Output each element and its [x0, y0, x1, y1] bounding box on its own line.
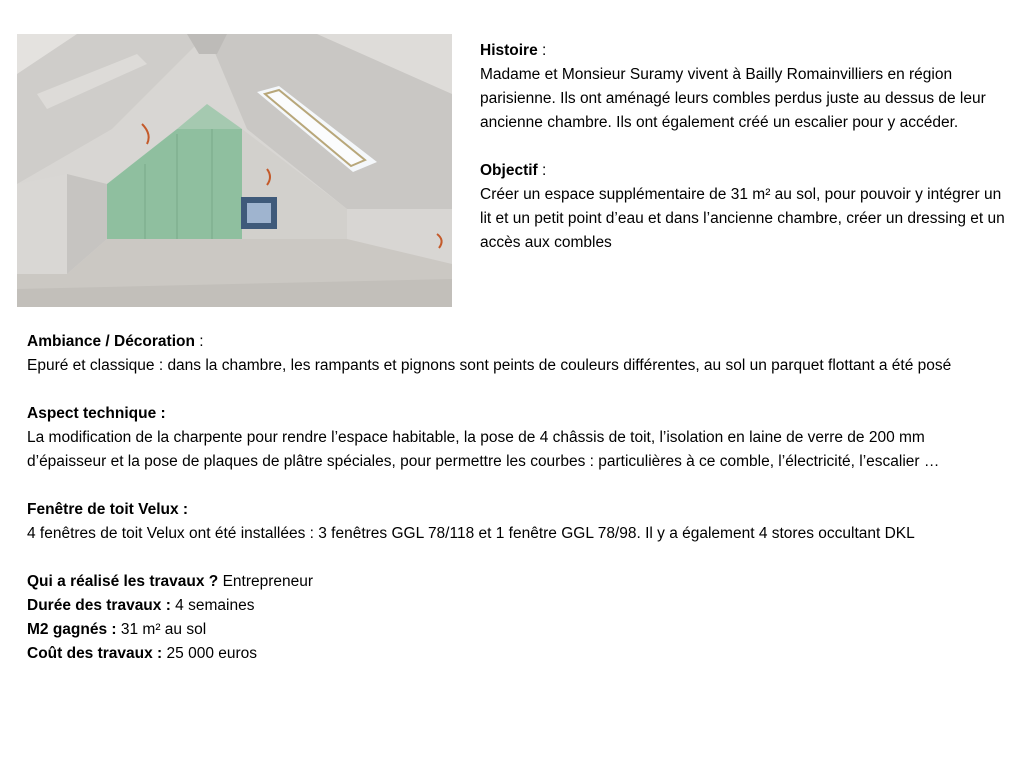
fact-line: [27, 618, 1002, 642]
fact-line: [27, 594, 1002, 618]
histoire-sep: :: [537, 42, 547, 59]
objectif-sep: :: [537, 162, 547, 179]
histoire-label: Histoire: [480, 42, 538, 59]
fact-value-area: 31 m² au sol: [116, 621, 207, 638]
technique-block: [27, 402, 1002, 474]
fact-value-cost: 25 000 euros: [162, 645, 258, 662]
attic-photo-icon: [17, 34, 452, 307]
velux-label: Fenêtre de toit Velux :: [27, 501, 189, 518]
histoire-block: [480, 39, 1005, 135]
ambiance-text: Epuré et classique : dans la chambre, les rampants et pignons sont peints de couleurs différentes, au sol un parquet flottant a été posé: [27, 357, 952, 374]
fact-value-duration: 4 semaines: [170, 597, 255, 614]
histoire-text: Madame et Monsieur Suramy vivent à Bailly Romainvilliers en région parisienne. Ils ont aménagé leurs combles perdus juste au dessus de leur ancienne chambre. Ils ont également créé un escalier pour y accéder.: [480, 66, 986, 131]
fact-label-cost: Coût des travaux :: [27, 645, 163, 662]
fact-label-who: Qui a réalisé les travaux ?: [27, 573, 219, 590]
objectif-label: Objectif: [480, 162, 538, 179]
technique-text: La modification de la charpente pour rendre l’espace habitable, la pose de 4 châssis de toit, l’isolation en laine de verre de 200 mm d’épaisseur et la pose de plaques de plâtre spéciales, pour permettre les courbes : particulières à ce comble, l’électricité, l’escalier …: [27, 429, 940, 470]
attic-photo: [17, 34, 452, 307]
velux-text: 4 fenêtres de toit Velux ont été installées : 3 fenêtres GGL 78/118 et 1 fenêtre GGL 78/98. Il y a également 4 stores occultant DKL: [27, 525, 915, 542]
fact-label-area: M2 gagnés :: [27, 621, 117, 638]
ambiance-block: [27, 330, 1002, 378]
fact-value-who: Entrepreneur: [218, 573, 314, 590]
ambiance-sep: :: [194, 333, 204, 350]
intro-section: [480, 39, 1005, 255]
fact-label-duration: Durée des travaux :: [27, 597, 171, 614]
velux-block: [27, 498, 1002, 546]
objectif-text: Créer un espace supplémentaire de 31 m² au sol, pour pouvoir y intégrer un lit et un petit point d’eau et dans l’ancienne chambre, créer un dressing et un accès aux combles: [480, 186, 1005, 251]
ambiance-label: Ambiance / Décoration: [27, 333, 195, 350]
facts-block: [27, 570, 1002, 666]
technique-label: Aspect technique :: [27, 405, 166, 422]
details-section: [27, 330, 1002, 666]
fact-line: [27, 642, 1002, 666]
objectif-block: [480, 159, 1005, 255]
fact-line: [27, 570, 1002, 594]
